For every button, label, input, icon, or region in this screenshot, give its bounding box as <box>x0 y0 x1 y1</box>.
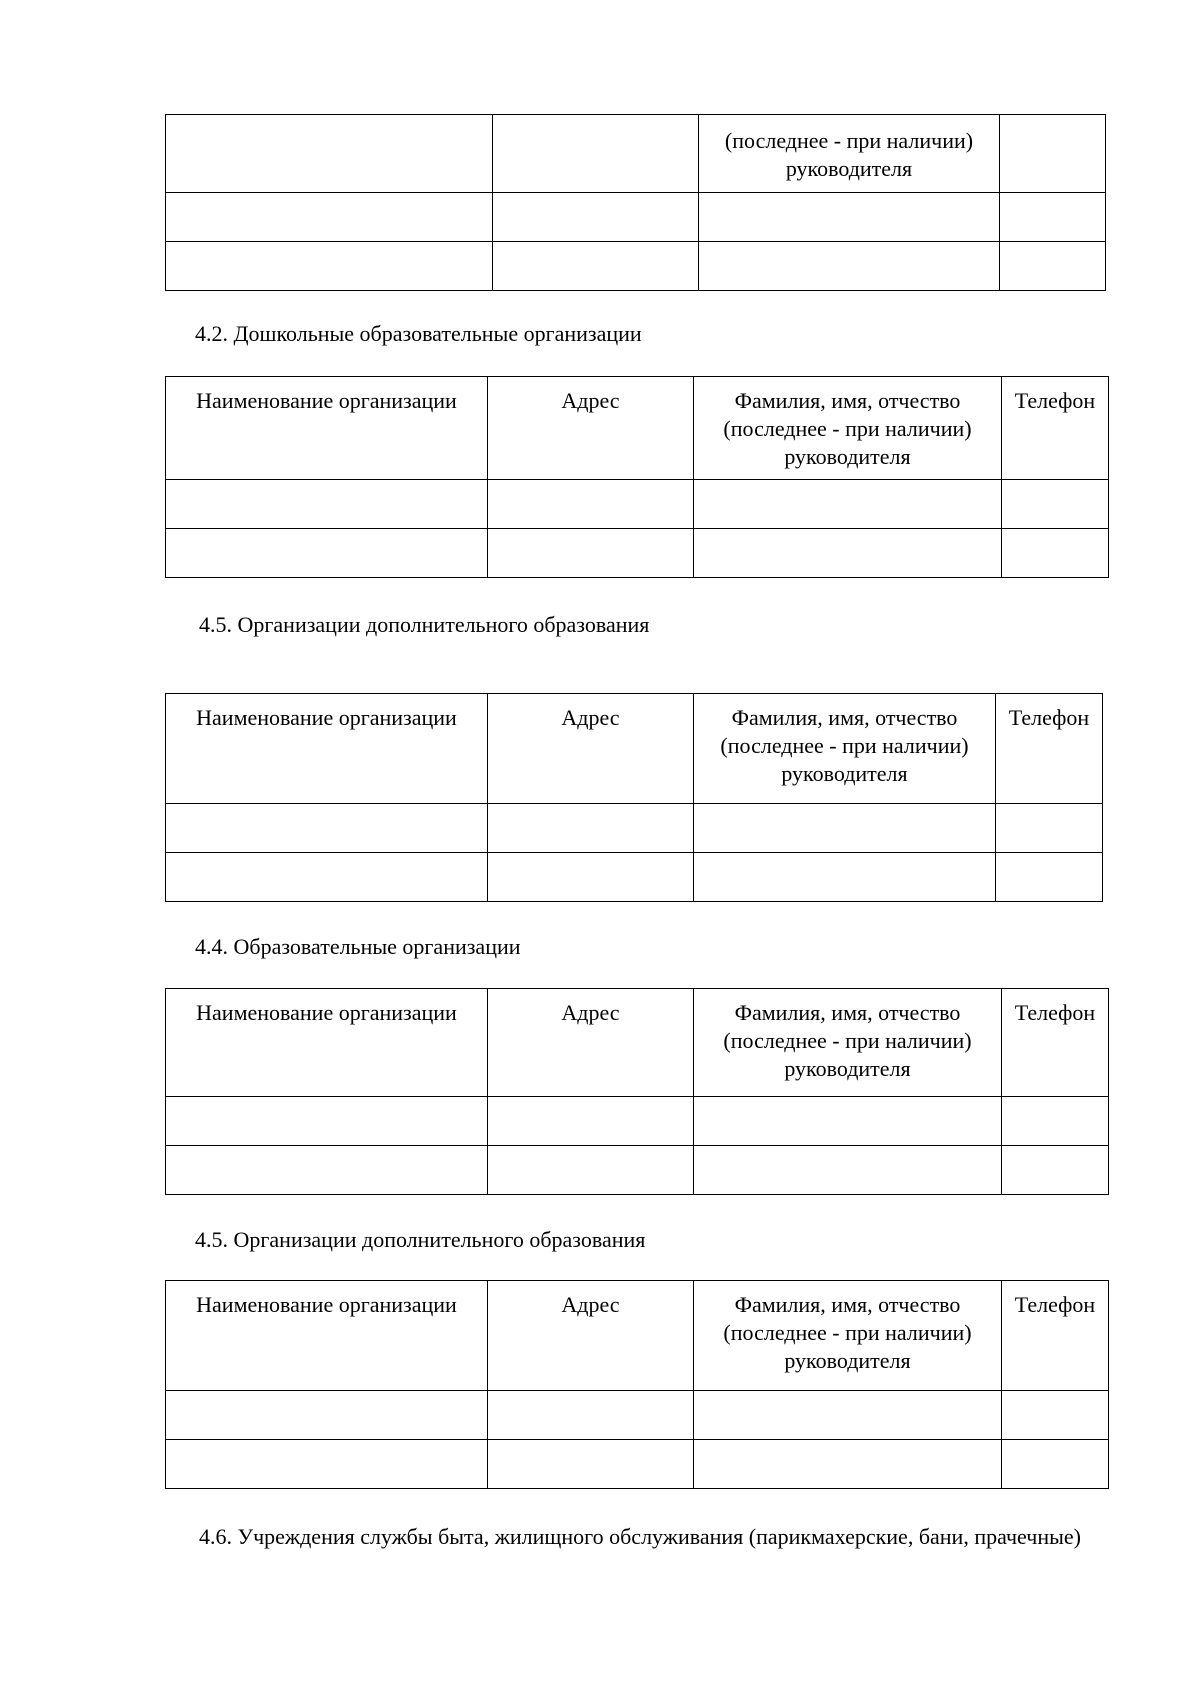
header-address: Адрес <box>488 377 694 480</box>
cell-phone <box>1000 115 1106 193</box>
header-address: Адрес <box>488 1281 694 1391</box>
section-heading-4-6: 4.6. Учреждения службы быта, жилищного обслуживания (парикмахерские, бани, прачечные) <box>199 1524 1081 1549</box>
header-address: Адрес <box>488 694 694 804</box>
table-educational <box>165 988 1109 1195</box>
header-fio: Фамилия, имя, отчество (последнее - при наличии) руководителя <box>694 377 1002 480</box>
table-row <box>166 193 1106 242</box>
continued-table <box>165 114 1106 291</box>
table-row <box>166 1146 1109 1195</box>
table-row <box>166 480 1109 529</box>
table-row <box>166 1097 1109 1146</box>
section-heading-4-2: 4.2. Дошкольные образовательные организации <box>195 321 642 346</box>
header-name: Наименование организации <box>166 989 488 1097</box>
cell-fio-tail: (последнее - при наличии) руководителя <box>699 115 1000 193</box>
cell-name <box>166 115 493 193</box>
table-header-row <box>166 694 1103 804</box>
header-phone: Телефон <box>1002 989 1109 1097</box>
continued-header-row <box>166 115 1106 193</box>
header-fio: Фамилия, имя, отчество (последнее - при наличии) руководителя <box>694 694 996 804</box>
table-row <box>166 804 1103 853</box>
section-heading-4-4: 4.4. Образовательные организации <box>195 934 521 959</box>
table-header-row <box>166 1281 1109 1391</box>
header-address: Адрес <box>488 989 694 1097</box>
table-additional-education <box>165 1280 1109 1489</box>
header-phone: Телефон <box>1002 377 1109 480</box>
table-row <box>166 1391 1109 1440</box>
header-phone: Телефон <box>1002 1281 1109 1391</box>
table-row <box>166 529 1109 578</box>
header-name: Наименование организации <box>166 694 488 804</box>
header-name: Наименование организации <box>166 1281 488 1391</box>
table-row <box>166 1440 1109 1489</box>
table-row <box>166 242 1106 291</box>
section-heading-4-3: 4.5. Организации дополнительного образования <box>199 612 650 637</box>
header-fio: Фамилия, имя, отчество (последнее - при наличии) руководителя <box>694 989 1002 1097</box>
table-row <box>166 853 1103 902</box>
table-header-row <box>166 377 1109 480</box>
header-phone: Телефон <box>996 694 1103 804</box>
header-fio: Фамилия, имя, отчество (последнее - при наличии) руководителя <box>694 1281 1002 1391</box>
section-heading-4-5: 4.5. Организации дополнительного образования <box>195 1227 646 1252</box>
header-name: Наименование организации <box>166 377 488 480</box>
table-preschool <box>165 376 1109 578</box>
table-medical <box>165 693 1103 902</box>
table-header-row <box>166 989 1109 1097</box>
cell-address <box>493 115 699 193</box>
